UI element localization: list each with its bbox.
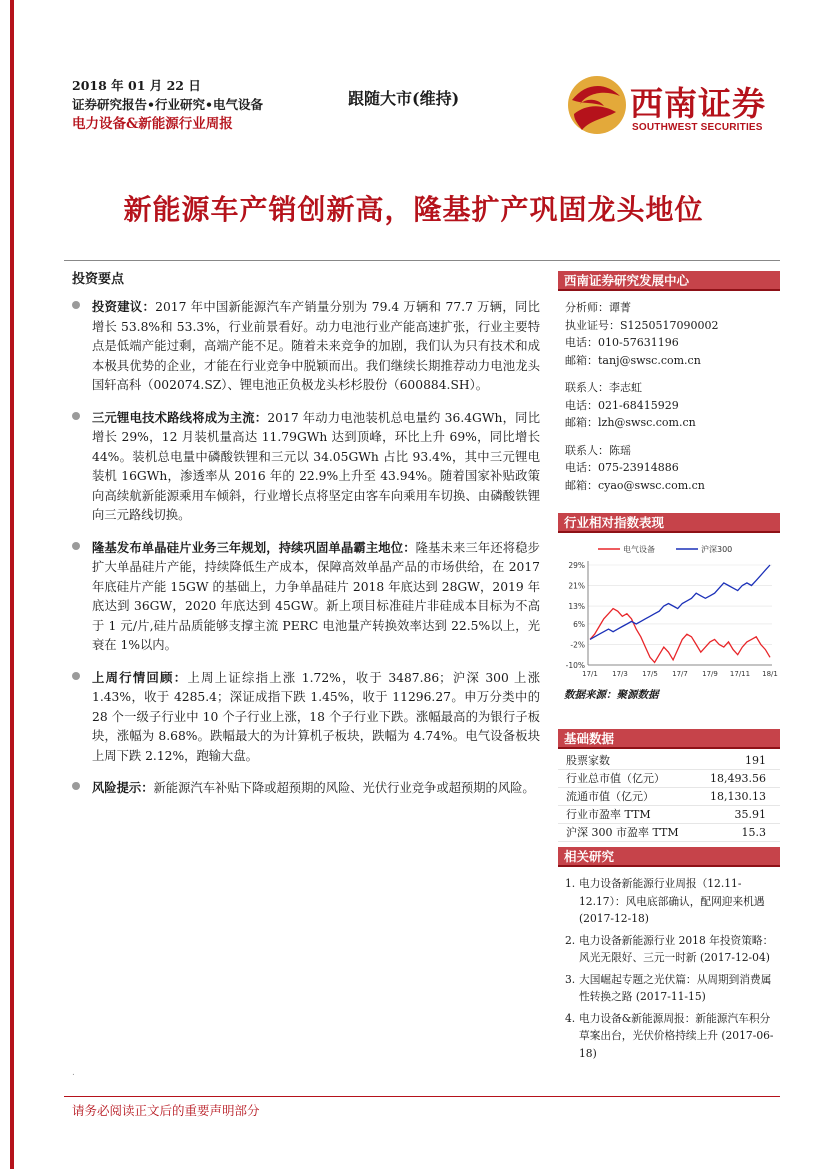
bullet-lead: 隆基发布单晶硅片业务三年规划，持续巩固单晶霸主地位： xyxy=(92,539,416,555)
list-item[interactable] xyxy=(558,1010,780,1063)
bullet-risk xyxy=(72,778,540,799)
x-tick-label: 18/1 xyxy=(762,670,778,678)
rating: 跟随大市(维持) xyxy=(348,89,460,108)
sidebar-index-chart xyxy=(558,513,780,702)
series-line-csi300 xyxy=(590,565,770,639)
sidebar-basic-data xyxy=(558,729,780,842)
bullet-lead: 上周行情回顾： xyxy=(92,669,188,685)
research-center-header: 西南证券研究发展中心 xyxy=(558,271,780,291)
bullet-text: 2017 年动力电池装机总电量约 36.4GWh，同比增长 29%，12 月装机量高达 11.79GWh 达到顶峰，环比上升 69%，同比增长 44%。装机总电量中磷酸铁锂和三元以 34.05GWh 占比 93.4%，其中三元锂电装机 16GWh，渗透率从 2016 年的 22.9%上升至 43.94%。随着国家补贴政策向高续航新能源乘用车倾斜，行业增长点将坚定由客车向乘用车切换、由磷酸铁锂向三元路线切换。 xyxy=(92,410,540,522)
row-value: 18,130.13 xyxy=(710,790,766,803)
item-text: 电力设备新能源行业 2018 年投资策略：风光无限好、三元一时新 (2017-12-04) xyxy=(579,933,774,964)
item-text: 电力设备新能源行业周报（12.11-12.17）：风电底部确认，配网迎来机遇 (2017-12-18) xyxy=(579,877,765,925)
bullet-lead: 风险提示： xyxy=(92,780,154,795)
table-row xyxy=(558,806,780,824)
logo-cn-name: 西南证券 xyxy=(630,84,766,123)
row-label: 流通市值（亿元） xyxy=(566,790,654,803)
item-number: 4. xyxy=(565,1011,576,1025)
sidebar-contacts xyxy=(558,271,780,494)
sidebar-related-research xyxy=(558,847,780,1066)
table-row xyxy=(558,752,780,770)
data-source: 数据来源：聚源数据 xyxy=(564,689,659,701)
contact-name-1: 联系人：李志虹 xyxy=(565,381,642,394)
basic-data-header: 基础数据 xyxy=(558,729,780,749)
related-list xyxy=(558,875,780,1062)
y-tick-label: -10% xyxy=(565,661,585,670)
item-text: 电力设备&新能源周报：新能源汽车积分草案出台，光伏价格持续上升 (2017-06-18) xyxy=(579,1011,774,1060)
x-tick-label: 17/9 xyxy=(702,670,718,678)
index-line-chart xyxy=(558,537,780,683)
analyst-license: 执业证号：S1250517090002 xyxy=(565,318,719,332)
y-tick-label: 13% xyxy=(568,602,585,612)
series-line-electrical xyxy=(590,609,770,663)
row-value: 18,493.56 xyxy=(710,772,766,785)
contact-name-2: 联系人：陈瑶 xyxy=(565,443,631,457)
contact-phone-1: 电话：021-68415929 xyxy=(565,398,679,412)
contact-list xyxy=(558,299,780,494)
table-row xyxy=(558,788,780,806)
row-label: 行业市盈率 TTM xyxy=(566,808,651,821)
x-tick-label: 17/7 xyxy=(672,670,688,678)
x-tick-label: 17/11 xyxy=(729,670,751,678)
y-tick-label: 6% xyxy=(573,619,585,629)
item-number: 1. xyxy=(565,877,576,890)
item-text: 大国崛起专题之光伏篇：从周期到消费属性转换之路 (2017-11-15) xyxy=(579,972,772,1003)
analyst-name: 分析师：谭菁 xyxy=(565,301,631,314)
footer-notice: 请务必阅读正文后的重要声明部分 xyxy=(72,1103,260,1118)
row-label: 行业总市值（亿元） xyxy=(566,772,665,785)
index-chart-header: 行业相对指数表现 xyxy=(558,513,780,533)
contact-email-1[interactable]: 邮箱：lzh@swsc.com.cn xyxy=(565,416,696,429)
bullet-lead: 投资建议： xyxy=(92,299,156,314)
bullet-dot-icon xyxy=(72,672,80,680)
report-title: 新能源车产销创新高，隆基扩产巩固龙头地位 xyxy=(123,193,704,226)
list-item[interactable] xyxy=(558,971,780,1006)
logo-en-name: SOUTHWEST SECURITIES xyxy=(632,122,763,133)
bullet-lead: 三元锂电技术路线将成为主流： xyxy=(92,409,268,425)
x-tick-label: 17/3 xyxy=(612,670,628,678)
contact-email-2[interactable]: 邮箱：cyao@swsc.com.cn xyxy=(565,478,705,492)
related-research-header: 相关研究 xyxy=(558,847,780,867)
bottom-divider xyxy=(64,1096,780,1097)
bullet-text: 隆基未来三年还将稳步扩大单晶硅片产能，持续降低生产成本，保障高效单晶产品的市场供给，在 2017 年底硅片产能 15GW 的基础上，力争单晶硅片 2018 年底达到 28GW，2019 年底达到 36GW，2020 年底达到 45GW。新上项目标准硅片非硅成本目标为不高于 1 元/片,硅片品质能够支撑主流 PERC 电池量产转换效率达到 22.5%以上，光衰在 1%以内。 xyxy=(92,540,540,652)
contact-phone-2: 电话：075-23914886 xyxy=(565,461,679,474)
bullet-dot-icon xyxy=(72,782,80,790)
footer-mark: . xyxy=(72,1068,75,1078)
y-tick-label: -2% xyxy=(570,640,585,650)
report-series: 电力设备&新能源行业周报 xyxy=(72,116,233,132)
row-label: 股票家数 xyxy=(566,754,610,767)
x-tick-label: 17/1 xyxy=(582,670,598,678)
basic-data-table xyxy=(558,752,780,842)
company-logo xyxy=(566,74,776,144)
bullet-text: 2017 年中国新能源汽车产销量分别为 79.4 万辆和 77.7 万辆，同比增长 53.8%和 53.3%，行业前景看好。动力电池行业产能高速扩张，行业主要特点是低端产能过剩，高端产能不足。随着未来竞争的加剧，我们认为只有技术和成本极具优势的企业，才能在行业竞争中脱颖而出。我们继续长期推荐动力电池龙头国轩高科（002074.SZ）、锂电池正负极龙头杉杉股份（600884.SH）。 xyxy=(92,300,540,392)
main-content xyxy=(72,268,540,811)
row-value: 15.3 xyxy=(741,826,766,839)
bullet-dot-icon xyxy=(72,542,80,550)
bullet-text: 新能源汽车补贴下降或超预期的风险、光伏行业竞争或超预期的风险。 xyxy=(153,781,535,795)
list-item[interactable] xyxy=(558,875,780,928)
left-accent-bar xyxy=(10,0,14,1169)
table-row xyxy=(558,770,780,788)
item-number: 3. xyxy=(565,972,576,986)
report-type: 证券研究报告•行业研究•电气设备 xyxy=(72,97,263,112)
bullet-ternary-battery xyxy=(72,408,540,526)
analyst-email[interactable]: 邮箱：tanj@swsc.com.cn xyxy=(565,353,701,367)
section-heading: 投资要点 xyxy=(72,272,125,287)
row-value: 35.91 xyxy=(734,808,766,821)
bullet-market-review xyxy=(72,668,540,767)
x-tick-label: 17/5 xyxy=(642,670,658,678)
report-date: 2018 年 01 月 22 日 xyxy=(72,78,201,93)
item-number: 2. xyxy=(565,933,576,947)
legend-label: 沪深300 xyxy=(701,545,733,554)
y-tick-label: 29% xyxy=(568,561,585,570)
table-row xyxy=(558,824,780,842)
header-info xyxy=(72,76,263,134)
analyst-phone: 电话：010-57631196 xyxy=(565,336,679,349)
list-item[interactable] xyxy=(558,932,780,967)
row-value: 191 xyxy=(745,754,766,767)
bullet-text: 上周上证综指上涨 1.72%，收于 3487.86；沪深 300 上涨 1.43%，收于 4285.4；深证成指下跌 1.45%，收于 11296.27。申万分类中的 28 个一级子行业中 10 个子行业上涨，18 个子行业下跌。涨幅最高的为银行子板块，涨幅为 8.68%。跌幅最大的为计算机子板块，跌幅为 4.74%。电气设备板块上周下跌 2.12%，跑输大盘。 xyxy=(92,670,540,763)
bullet-dot-icon xyxy=(72,412,80,420)
logo-emblem-icon xyxy=(566,74,628,136)
bullet-dot-icon xyxy=(72,301,80,309)
row-label: 沪深 300 市盈率 TTM xyxy=(566,826,679,839)
y-tick-label: 21% xyxy=(568,581,585,591)
legend-label: 电气设备 xyxy=(623,545,655,554)
top-divider xyxy=(64,260,780,261)
bullet-investment xyxy=(72,297,540,396)
bullet-longi xyxy=(72,538,540,656)
